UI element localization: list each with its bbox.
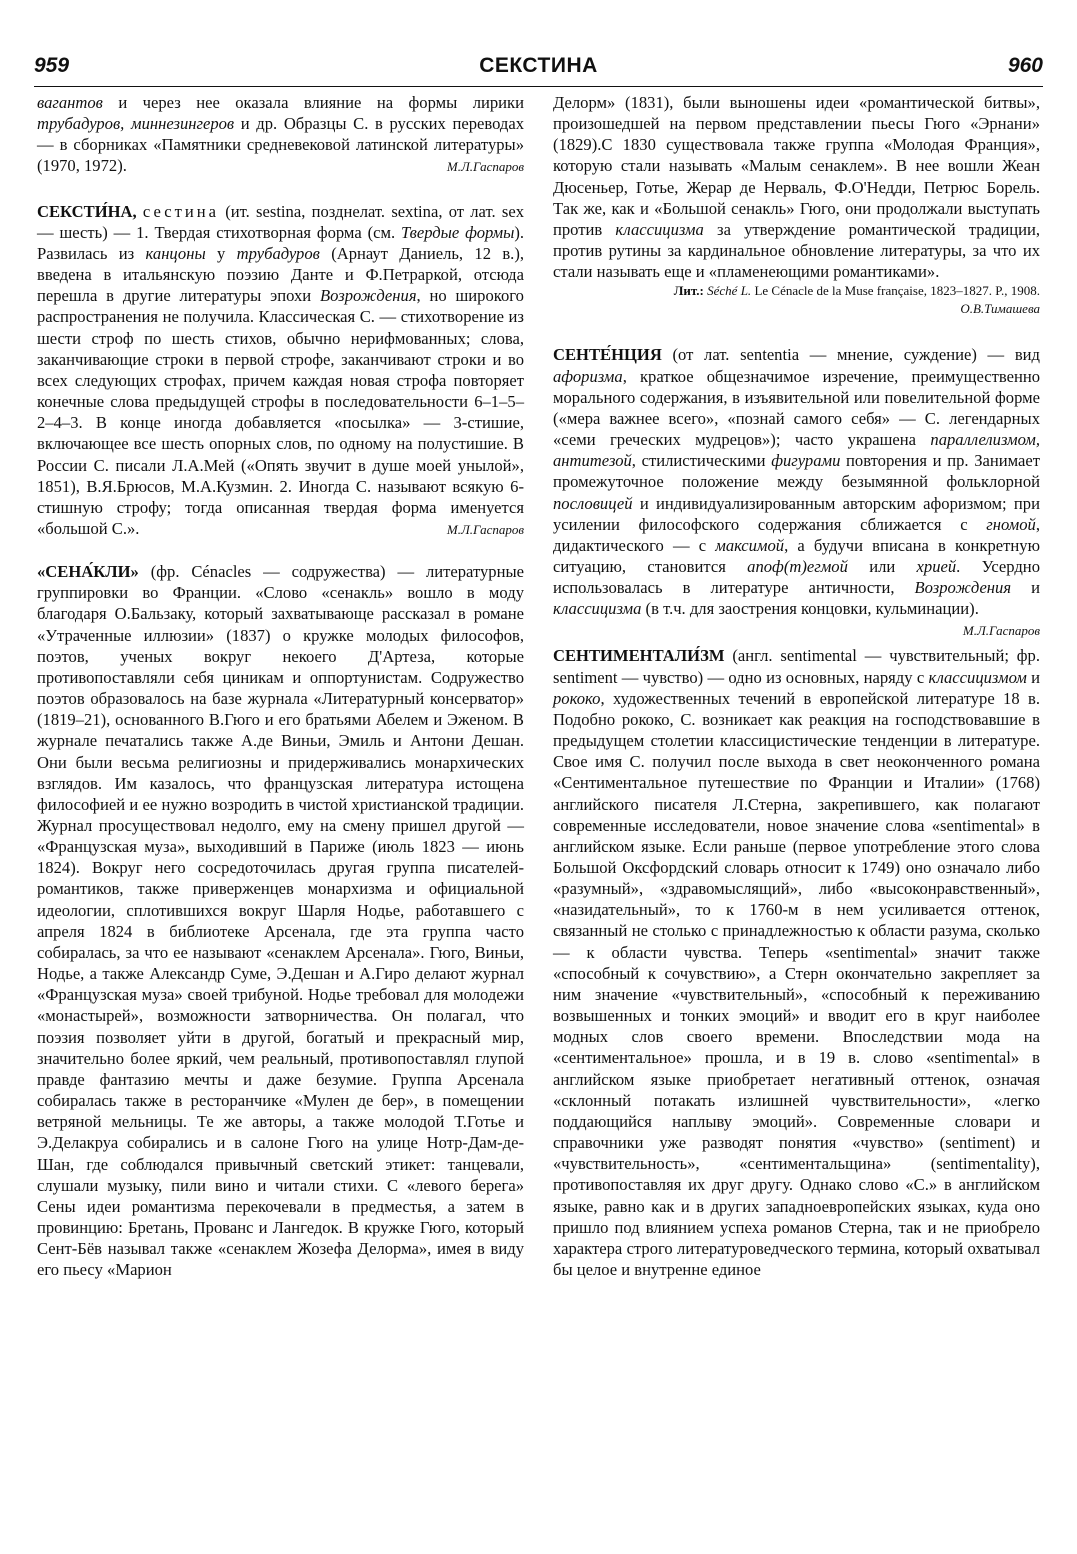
- running-head: СЕКСТИНА: [479, 54, 598, 77]
- entry-senakli-continued: Делорм» (1831), были выношены идеи «романтической битвы», произошедшей на первом представлении пьесы Гюго «Эрнани» (1829).С 1830 существовала также группа «Молодая Франция», которую стали называть «Малым сенаклем». В нее вошли Жеан Дюсеньер, Готье, Жерар де Нерваль, Ф.О'Недди, Петрюс Борель. Так же, как и «Большой сенакль» Гюго, они продолжали выступать против классицизма за утверждение романтической традиции, против рутины за кардинальное обновление литературы, за что их стали называть еще и «пламенеющими романтиками».: [553, 93, 1040, 282]
- headword: СЕКСТИ́НА,: [37, 201, 137, 221]
- page-number-left: 959: [34, 54, 70, 77]
- entry-author: М.Л.Гаспаров: [446, 159, 524, 175]
- entry-sentenciya: СЕНТЕ́НЦИЯ (от лат. sententia — мнение, суждение) — вид афоризма, краткое общезначимое изречение, преимущественно морального содержания, в изъявительной или повелительной форме («мера важнее всего», «познай самого себя» — С. легендарных «семи греческих мудрецов»); часто украшена параллелизмом, антитезой, стилистическими фигурами повторения и пр. Занимает промежуточное положение между безымянной фольклорной пословицей и индивидуализированным авторским афоризмом; при усилении философского содержания сближается с гномой, дидактического — с максимой, а будучи вписана в конкретную ситуацию, становится апоф(т)егмой или хрией. Усердно использовалась в литературе античности, Возрождения и классицизма (в т.ч. для заострения концовки, кульминации). М.Л.Гаспаров: [553, 345, 1041, 639]
- header-rule: [34, 86, 1043, 87]
- page-number-right: 960: [1007, 54, 1043, 77]
- literature-reference: Лит.: Séché L. Le Cénacle de la Muse française, 1823–1827. P., 1908.: [673, 283, 1040, 299]
- continued-entry: вагантов и через нее оказала влияние на формы лирики трубадуров, миннезингеров и др. Образцы С. в русских переводах — в сборниках «Памятники средневековой латинской литературы» (1970, 1972). М.Л.Гаспаров: [37, 93, 524, 176]
- left-column: [37, 92, 524, 1280]
- entry-author: О.В.Тимашева: [960, 301, 1040, 317]
- page-header: [34, 54, 1043, 84]
- right-column: [553, 92, 1040, 1280]
- headword: СЕНТИМЕНТАЛИ́ЗМ: [553, 646, 725, 666]
- entry-sekstina: СЕКСТИ́НА, сестина (ит. sestina, позднелат. sextina, от лат. sex — шесть) — 1. Твердая стихотворная форма (см. Твердые формы). Развилась из канцоны у трубадуров (Арнаут Даниель, 12 в.), введена в итальянскую поэзию Данте и Ф.Петраркой, отсюда перешла в другие литературы эпохи Возрождения, но широкого распространения не получила. Классическая С. — стихотворение из шести строф по шесть стихов, обычно нерифмованных; слова, заканчивающие строки в первой строфе, заканчивают строки и во всех следующих строфах, причем каждая новая строфа повторяет конечные слова предыдущей строфы в последовательности 6–1–5–2–4–3. В конце иногда добавляется «посылка» — 3-стишие, включающее все шесть опорных слов, по одному на полустишие. В России С. писали Л.А.Мей («Опять звучит в душе моей унылой», 1851), В.Я.Брюсов, М.А.Кузмин. 2. Иногда С. называют всякую 6-стишную строфу; тогда описанная твердая форма именуется «большой С.». М.Л.Гаспаров: [37, 201, 525, 538]
- entry-senakli: «СЕНА́КЛИ» (фр. Cénacles — содружества) — литературные группировки во Франции. «Слово «сенакль» вошло в моду благодаря О.Бальзаку, который захватывающе рассказал в романе «Утраченные иллюзии» (1837) о кружке молодых философов, поэтов, ученых вокруг некоего Д'Артеза, которые противопоставляли себя циникам и оппортунистам. Содружество поэтов образовалось на базе журнала «Литературный консерватор» (1819–21), основанного В.Гюго и его братьями Абелем и Эженом. В журнале печатались также А.де Виньи, Эмиль и Антони Дешан. Они были весьма религиозны и придерживались монархических взглядов. Им казалось, что французская литература истощена философией и ее нужно возродить в чистой христианской традиции. Журнал просуществовал недолго, ему на смену пришел другой — «Французская муза», выходивший в Париже (июль 1823 — июнь 1824). Вокруг него сосредоточилась другая группа писателей-романтиков, также приверженцев монархизма и официальной идеологии, сплотившихся вокруг Шарля Нодье, работавшего с апреля 1824 в библиотеке Арсенала, где эта группа часто собиралась, за что ее называют «сенаклем Арсенала». Гюго, Виньи, Нодье, а также Александр Суме, Э.Дешан и А.Гиро делают журнал «Французская муза» своей трибуной. Нодье требовал для молодежи «монастырей», возможности затворничества. Он полагал, что поэзия позволяет уйти в другой, богатый и прекрасный мир, значительно более яркий, чем реальный, противопоставлял глупой правде фантазию мечты и даже безумие. Группа Арсенала собиралась также в ресторанчике «Мулен де бер», в помещении ветряной мельницы. Те же авторы, а также молодой Т.Готье и Э.Делакруа собирались и в салоне Гюго на улице Нотр-Дам-де-Шан, где соблюдался привычный светский этикет: танцевали, слушали музыку, пили вино и читали стихи. С «левого берега» Сены идеи романтизма перекочевали в предместья, а затем в провинцию: Бретань, Прованс и Лангедок. В кружке Гюго, который Сент-Бёв называл также «сенаклем Жозефа Делорма», имея в виду его пьесу «Марион: [37, 562, 524, 1280]
- headword: «СЕНА́КЛИ»: [37, 562, 139, 582]
- entry-author: М.Л.Гаспаров: [962, 623, 1040, 639]
- entry-sentimentalizm: СЕНТИМЕНТАЛИ́ЗМ (англ. sentimental — чувствительный; фр. sentiment — чувство) — одно из основных, наряду с классицизмом и рококо, художественных течений в европейской литературе 18 в. Подобно рококо, С. возникает как реакция на господствовавшие в предыдущем столетии классицистические тенденции в литературе. Свое имя С. получил после выхода в свет неоконченного романа «Сентиментальное путешествие по Франции и Италии» (1768) английского писателя Л.Стерна, закрепившего, как полагают современные исследователи, новое значение слова «sentimental» в английском языке. Если раньше (первое употребление этого слова Большой Оксфордский словарь относит к 1749) оно означало либо «разумный», «здравомыслящий», либо «высоконравственный», «назидательный», то к 1760-м в нем усиливается оттенок, связанный не столько с принадлежностью к области разума, сколько — к области чувства. Теперь «sentimental» значит также «способный к сочувствию», а Стерн окончательно закрепляет за ним значение «чувствительный», «способный к переживанию возвышенных и тонких эмоций» и вводит его в круг наиболее модных слов своего времени. Впоследствии мода на «сентиментальное» прошла, и в 19 в. слово «sentimental» в английском языке приобретает негативный оттенок, означая «склонный потакать излишней чувствительности», «легко поддающийся наплыву эмоций». Современные словари и справочники уже разводят понятия «чувство» (sentiment) и «чувствительность», «сентиментальщина» (sentimentality), противопоставляя их друг другу. Однако слово «С.» в английском языке, равно как и в других западноевропейских языках, куда оно пришло под влиянием успеха романов Стерна, так и не приобрело характера строго литературоведческого термина, который охватывал бы целое и внутренне единое: [553, 646, 1040, 1279]
- entry-author: М.Л.Гаспаров: [446, 521, 524, 537]
- headword: СЕНТЕ́НЦИЯ: [553, 345, 662, 365]
